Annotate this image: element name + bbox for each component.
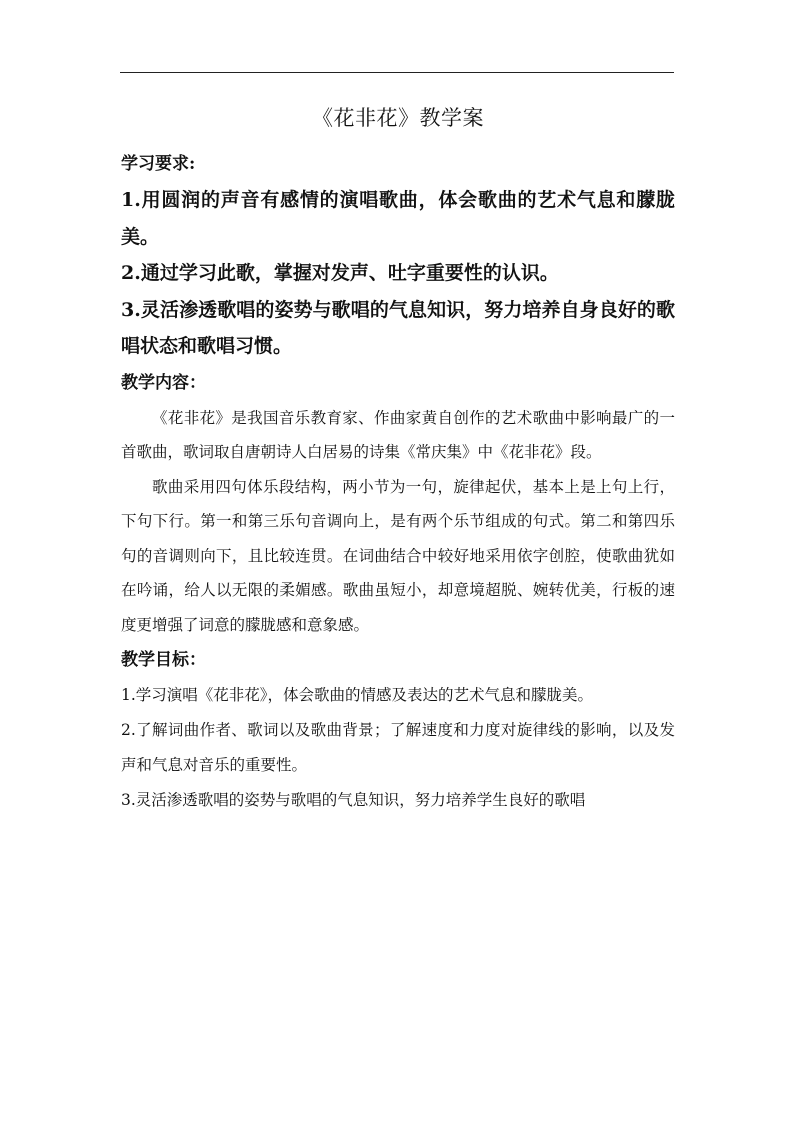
- header-rule: [120, 72, 674, 73]
- requirements-heading: 学习要求:: [121, 154, 196, 174]
- content-section: [121, 365, 675, 643]
- content-paragraph: 歌曲采用四句体乐段结构，两小节为一句，旋律起伏，基本上是上句上行，下句下行。第一和第三乐句音调向上，是有两个乐节组成的句式。第二和第四乐句的音调则向下，且比较连贯。在词曲结合中较好地采用依字创腔，使歌曲犹如在吟诵，给人以无限的柔媚感。歌曲虽短小，却意境超脱、婉转优美，行板的速度更增强了词意的朦胧感和意象感。: [121, 477, 675, 634]
- goal-item: 1.学习演唱《花非花》，体会歌曲的情感及表达的艺术气息和朦胧美。: [121, 686, 594, 704]
- goals-section: [121, 642, 675, 818]
- document-body: [121, 96, 675, 818]
- requirement-item: 2.通过学习此歌，掌握对发声、吐字重要性的认识。: [121, 262, 559, 284]
- goals-heading: 教学目标：: [121, 650, 206, 670]
- requirements-section: [121, 146, 675, 365]
- content-paragraph: 《花非花》是我国音乐教育家、作曲家黄自创作的艺术歌曲中影响最广的一首歌曲，歌词取自唐朝诗人白居易的诗集《常庆集》中《花非花》段。: [121, 408, 675, 461]
- goals-list: [121, 678, 675, 818]
- requirement-item: 1.用圆润的声音有感情的演唱歌曲，体会歌曲的艺术气息和朦胧美。: [121, 189, 675, 248]
- goal-item: 3.灵活渗透歌唱的姿势与歌唱的气息知识，努力培养学生良好的歌唱: [121, 791, 586, 809]
- requirement-item: 3.灵活渗透歌唱的姿势与歌唱的气息知识，努力培养自身良好的歌唱状态和歌唱习惯。: [121, 298, 675, 357]
- goal-item: 2.了解词曲作者、歌词以及歌曲背景；了解速度和力度对旋律线的影响，以及发声和气息对音乐的重要性。: [121, 721, 675, 774]
- requirements-list: [121, 182, 675, 365]
- document-title: 《花非花》教学案: [312, 106, 484, 130]
- content-heading: 教学内容：: [121, 372, 206, 393]
